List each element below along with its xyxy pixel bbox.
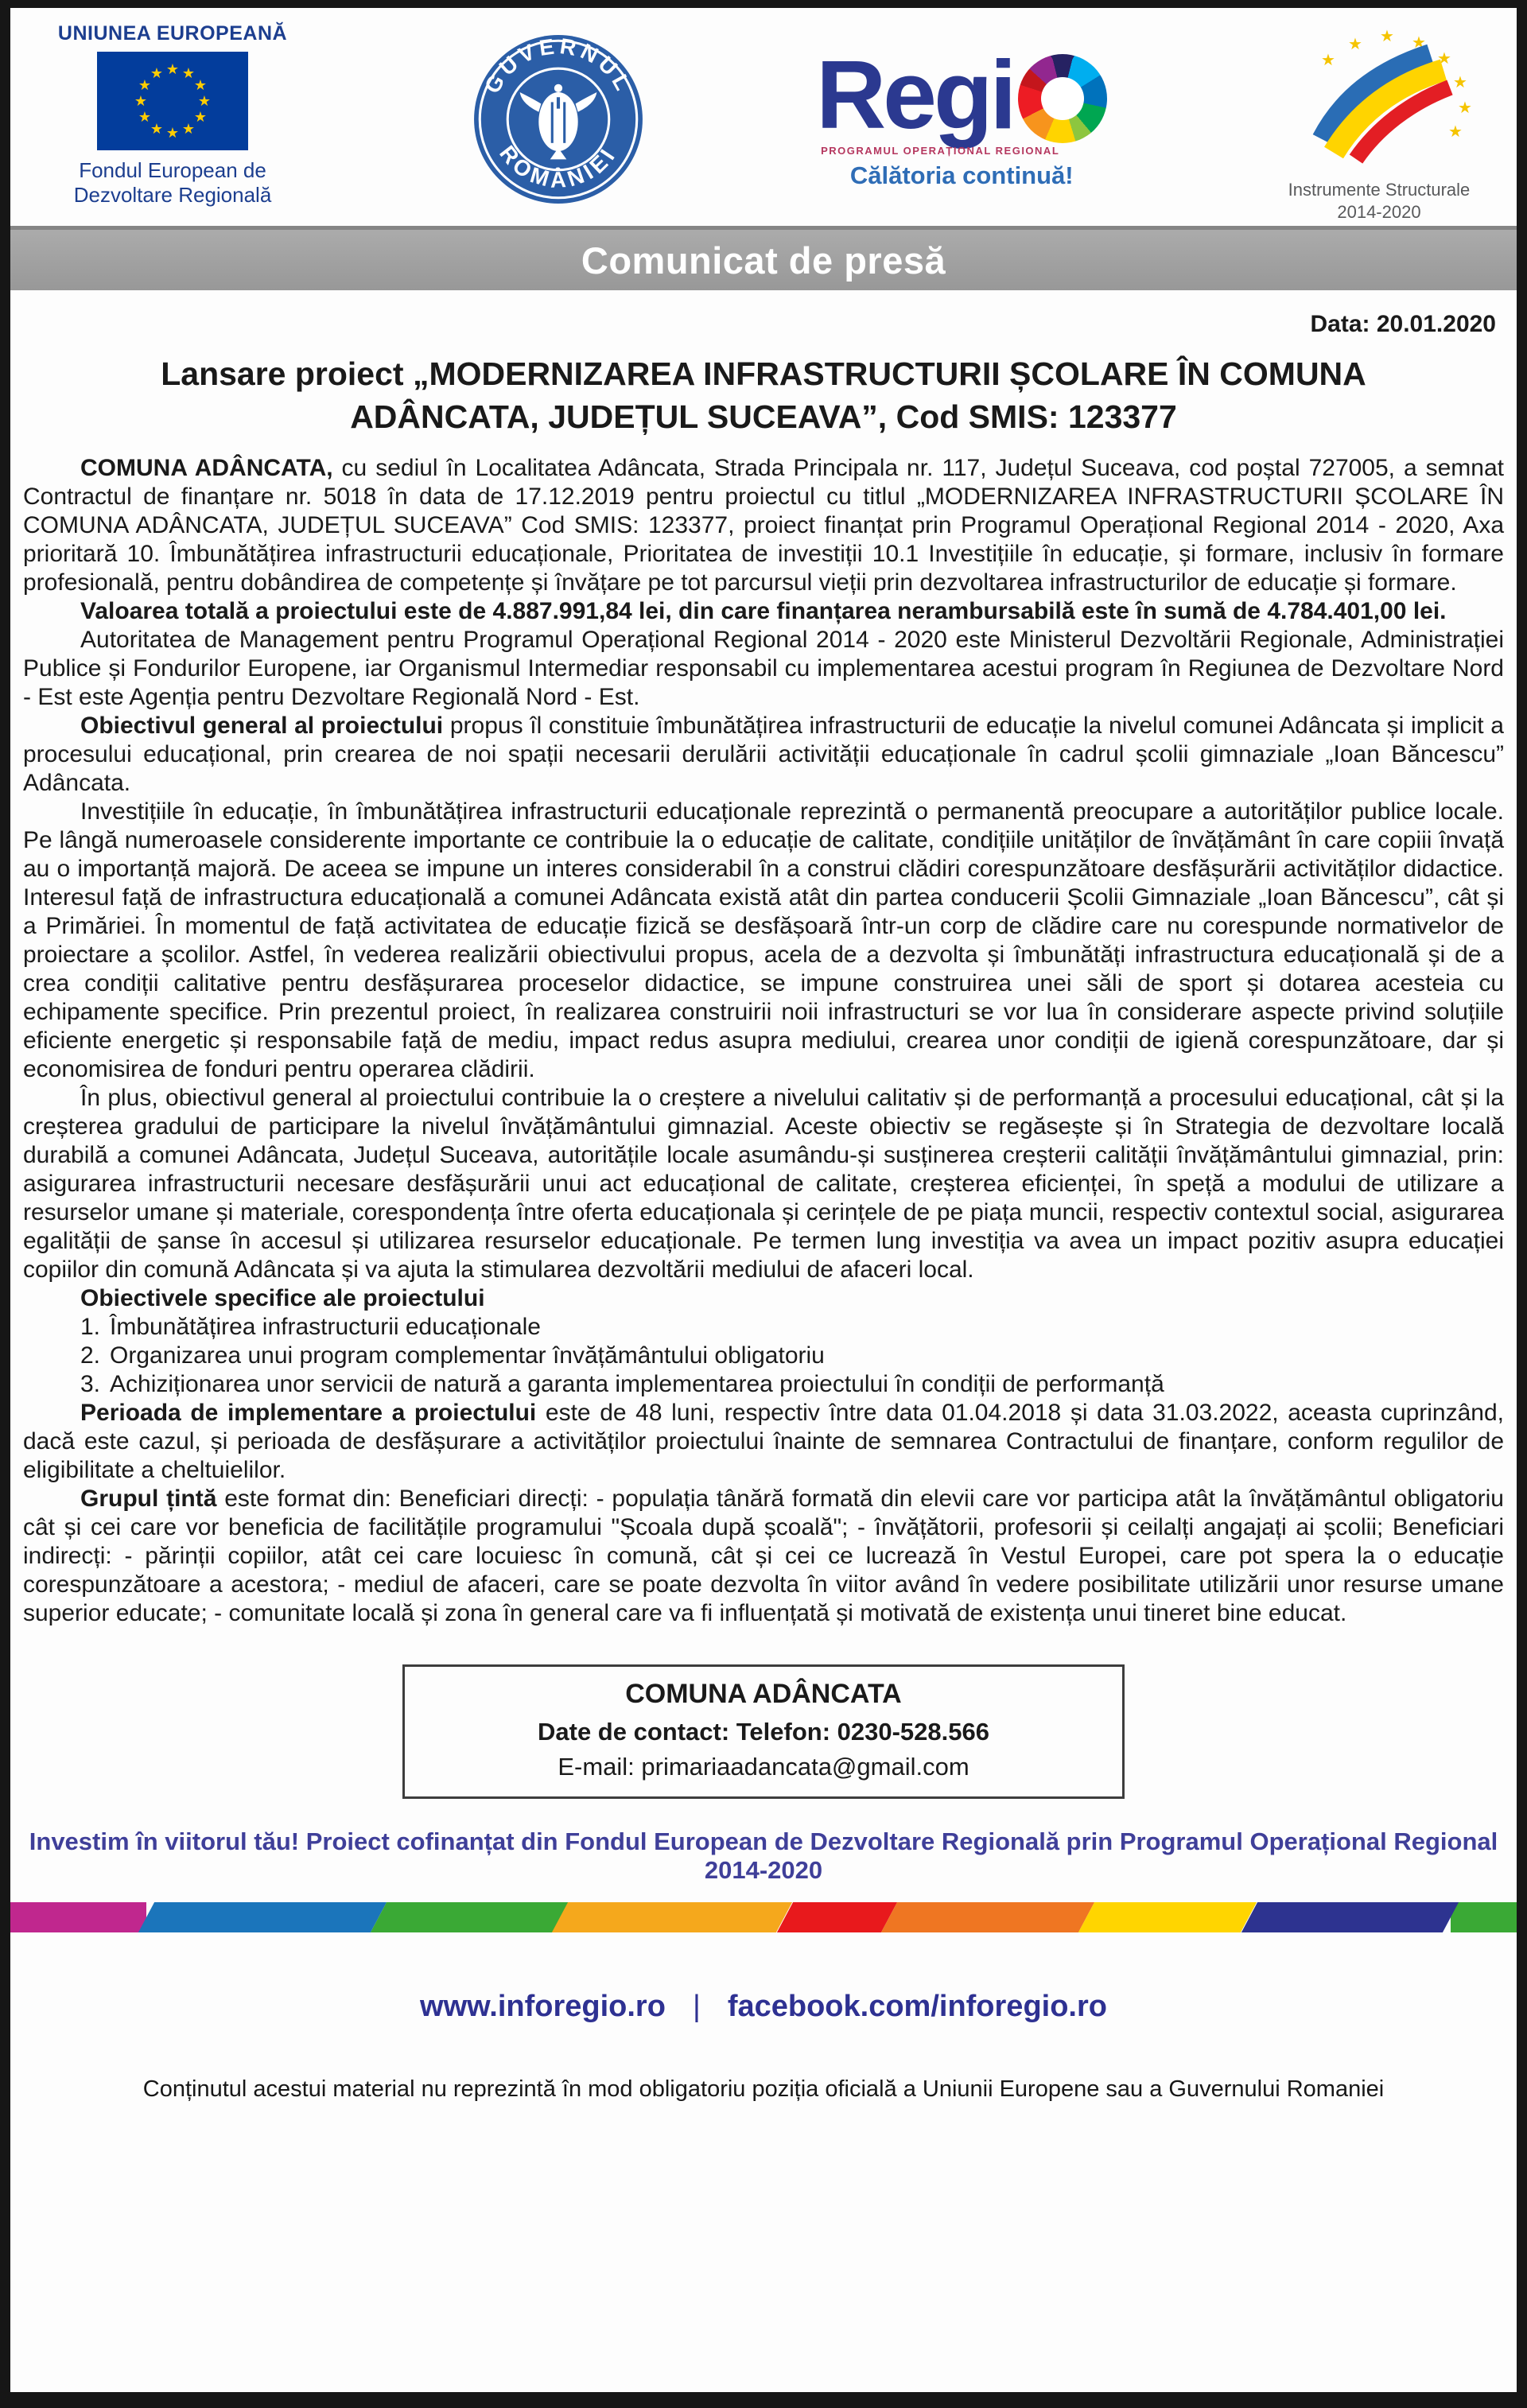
rainbow-segment bbox=[881, 1902, 1094, 1932]
contact-email[interactable]: E-mail: primariaadancata@gmail.com bbox=[558, 1753, 969, 1781]
footer-links bbox=[10, 1990, 1517, 2024]
objective-item: 2. Organizarea unui program complementar învățământului obligatoriu bbox=[80, 1342, 825, 1369]
paragraph-total-value: Valoarea totală a proiectului este de 4.887.991,84 lei, din care finanțarea nerambursabilă este în sumă de 4.784.401,00 lei. bbox=[80, 598, 1447, 625]
paragraph-intro: COMUNA ADÂNCATA, cu sediul în Localitatea Adâncata, Strada Principala nr. 117, Județul Suceava, cod poștal 727005, a semnat Contractul de finanțare nr. 5018 în data de 17.12.2019 pentru proiectul cu titlul „MODERNIZAREA INFRASTRUCTURII ȘCOLARE ÎN COMUNA ADÂNCATA, JUDEȚUL SUCEAVA” Cod SMIS: 123377, proiect finanțat prin Programul Operațional Regional 2014 - 2020, Axa prioritară 10. Îmbunătățirea infrastructurii educaționale, Prioritatea de investiții 10.1 Investițiile în educație, și formare, inclusiv în formare profesională, pentru dobândirea de competențe și învățare pe tot parcursul vieții prin dezvoltarea infrastructurilor de educație și formare. bbox=[23, 455, 1504, 596]
inforegio-facebook-link[interactable]: facebook.com/inforegio.ro bbox=[727, 1990, 1107, 2024]
svg-text:★: ★ bbox=[1320, 50, 1335, 69]
regio-wordmark: Regi bbox=[816, 41, 1014, 149]
eu-logo bbox=[45, 22, 300, 208]
svg-text:★: ★ bbox=[1436, 49, 1451, 68]
regio-subtitle: PROGRAMUL OPERAȚIONAL REGIONAL bbox=[821, 145, 1060, 157]
objectives-heading: Obiectivele specifice ale proiectului bbox=[80, 1285, 485, 1312]
paragraph-investments: Investițiile în educație, în îmbunătățirea infrastructurii educaționale reprezintă o permanentă preocupare a autorităților publice locale. Pe lângă numeroasele considerente importante ce contribuie la o educație de calitate, condițiile unităților de învățământ în care copiii învață au o importanță majoră. De aceea se impune un interes considerabil în a construi clădiri corespunzătoare desfășurării activităților didactice. Interesul față de infrastructura educațională a comunei Adâncata există atât din partea conducerii Școlii Gimnaziale „Ioan Băncescu”, cât și a Primăriei. În momentul de față activitatea de educație fizică se desfășoară într-un corp de clădire care nu corespunde normativelor de proiectare a școlilor. Astfel, în vederea realizării obiectivului propus, acela de a dezvolta și îmbunătăți infrastructura educațională și de a crea condiții calitative pentru desfășurarea proceselor didactice, se impune construirea unei săli de sport și dotarea acesteia cu echipamente specifice. Prin prezentul proiect, în realizarea construirii noii infrastructuri se vor lua în considerare aspecte privind soluțiile eficiente energetic și responsabile față de mediu, impact redus asupra mediului, crearea unor condiții de igienă corespunzătoare, dar și economisirea de fonduri pentru operarea clădirii. bbox=[23, 798, 1504, 1083]
paragraph-implementation-period: Perioada de implementare a proiectului este de 48 luni, respectiv între data 01.04.2018 și data 31.03.2022, aceasta cuprinzând, dacă este cazul, și perioada de desfășurare a activităților proiectului înainte de semnarea Contractului de finanțare, conform regulilor de eligibilitate a cheltuielilor. bbox=[23, 1400, 1504, 1484]
header-logo-row bbox=[10, 8, 1517, 226]
rainbow-segment bbox=[10, 1902, 146, 1932]
paragraph-general-objective: Obiectivul general al proiectului propus îl constituie îmbunătățirea infrastructurii de educație la nivelul comunei Adâncata și implicit a procesului educațional, prin crearea de noi spații necesarii derulării activității educaționale în cadrul școlii gimnaziale „Ioan Băncescu” Adâncata. bbox=[23, 713, 1504, 797]
press-release-banner bbox=[10, 226, 1517, 290]
contact-box bbox=[402, 1664, 1125, 1799]
paragraph-additional-objective: În plus, obiectivul general al proiectului contribuie la o creștere a nivelului calitativ și de performanță a procesului educațional, cât și la creșterea gradului de participare la nivelul învățământului gimnazial. Aceste obiectiv se regăsește și în Strategia de dezvoltare locală durabilă a comunei Adâncata, Județul Suceava, autoritățile locale asumându-și susținerea creșterii calității învățământului gimnazial, prin: asigurarea infrastructurii necesare desfășurării unui act educațional de calitate, creșterea eficienței, în speță a modului de utilizare a resurselor umane și materiale, corespondența între oferta educaționala și cerințele de pe piața muncii, respectiv contextul social, asigurarea egalității de șanse în accesul și utilizarea resurselor educaționale. Pe termen lung investiția va avea un impact pozitiv asupra educației copiilor din comună Adâncata și va ajuta la stimularea dezvoltării mediului de afaceri local. bbox=[23, 1085, 1504, 1284]
svg-text:★: ★ bbox=[1411, 33, 1426, 52]
instrumente-structurale-logo bbox=[1280, 29, 1478, 223]
objective-item: 3. Achiziționarea unor servicii de natură a garanta implementarea proiectului în condiții de performanță bbox=[80, 1371, 1164, 1398]
instrumente-swoosh-icon bbox=[1280, 29, 1478, 172]
svg-text:ROMÂNIEI: ROMÂNIEI bbox=[494, 141, 622, 192]
funding-statement: Investim în viitorul tău! Proiect cofinanțat din Fondul European de Dezvoltare Regională prin Programul Operațional Regional 2014-2020 bbox=[29, 1827, 1498, 1885]
eu-flag-icon: ★ ★ ★ ★ ★ ★ ★ ★ ★ ★ ★ ★ bbox=[97, 52, 248, 150]
link-separator: | bbox=[692, 1990, 701, 2024]
eu-label-bottom: Fondul European de Dezvoltare Regională bbox=[73, 158, 272, 208]
banner-title: Comunicat de presă bbox=[581, 239, 946, 282]
regio-tagline: Călătoria continuă! bbox=[849, 161, 1074, 189]
document-body bbox=[10, 438, 1517, 1628]
disclaimer-text: Conținutul acestui material nu reprezintă în mod obligatoriu poziția oficială a Uniunii Europene sau a Guvernului Romaniei bbox=[142, 2076, 1385, 2103]
rainbow-segment bbox=[1078, 1902, 1257, 1932]
document-title: Lansare proiect „MODERNIZAREA INFRASTRUCTURII ȘCOLARE ÎN COMUNA ADÂNCATA, JUDEȚUL SUCEAVA”, Cod SMIS: 123377 bbox=[161, 355, 1366, 436]
regio-logo bbox=[816, 41, 1107, 190]
contact-name: COMUNA ADÂNCATA bbox=[625, 1679, 902, 1710]
svg-text:★: ★ bbox=[1347, 34, 1362, 53]
paragraph-authority: Autoritatea de Management pentru Programul Operațional Regional 2014 - 2020 este Ministerul Dezvoltării Regionale, Administrației Publice și Fondurilor Europene, iar Organismul Intermediar responsabil cu implementarea acestui program în Regiunea de Dezvoltare Nord - Est este Agenția pentru Dezvoltare Regională Nord - Est. bbox=[23, 627, 1504, 711]
inforegio-website-link[interactable]: www.inforegio.ro bbox=[420, 1990, 666, 2024]
contact-phone: Date de contact: Telefon: 0230-528.566 bbox=[538, 1717, 989, 1746]
rainbow-segment bbox=[777, 1902, 898, 1932]
regio-color-wheel-icon bbox=[1018, 54, 1107, 143]
rainbow-stripe bbox=[10, 1902, 1517, 1932]
svg-text:★: ★ bbox=[1452, 72, 1467, 91]
romanian-government-seal-icon bbox=[472, 33, 644, 209]
date-label: Data: 20.01.2020 bbox=[1310, 311, 1496, 337]
svg-text:★: ★ bbox=[1379, 29, 1394, 45]
objective-item: 1. Îmbunătățirea infrastructurii educaționale bbox=[80, 1314, 541, 1341]
eu-label-top: UNIUNEA EUROPEANĂ bbox=[57, 22, 288, 45]
rainbow-segment bbox=[138, 1902, 387, 1932]
rainbow-segment bbox=[1241, 1902, 1459, 1932]
rainbow-segment bbox=[371, 1902, 569, 1932]
svg-text:★: ★ bbox=[1447, 122, 1463, 141]
paragraph-target-group: Grupul țintă este format din: Beneficiari direcți: - populația tânără formată din elevii care vor participa atât la învățământul obligatoriu cât și cei care vor beneficia de facilitățile programului "Școala după școală"; - învățătorii, profesorii și ceilalți angajați ai școlii; Beneficiari indirecți: - părinții copiilor, atât cei care locuiesc în comună, cât și cei ce lucrează în Vestul Europei, care pot spera la o educație corespunzătoare a acestora; - mediul de afaceri, care se poate dezvolta în viitor având în vedere posibilitate utilizării unor resurse umane superior educate; - comunitate locală și zona în general care va fi influențată și motivată de existența unui tineret bine educat. bbox=[23, 1486, 1504, 1627]
instrumente-label: Instrumente Structurale 2014-2020 bbox=[1288, 180, 1471, 222]
rainbow-segment bbox=[552, 1902, 793, 1932]
svg-text:★: ★ bbox=[1457, 98, 1472, 117]
rainbow-segment bbox=[1451, 1902, 1517, 1932]
svg-text:GUVERNUL: GUVERNUL bbox=[479, 33, 637, 98]
